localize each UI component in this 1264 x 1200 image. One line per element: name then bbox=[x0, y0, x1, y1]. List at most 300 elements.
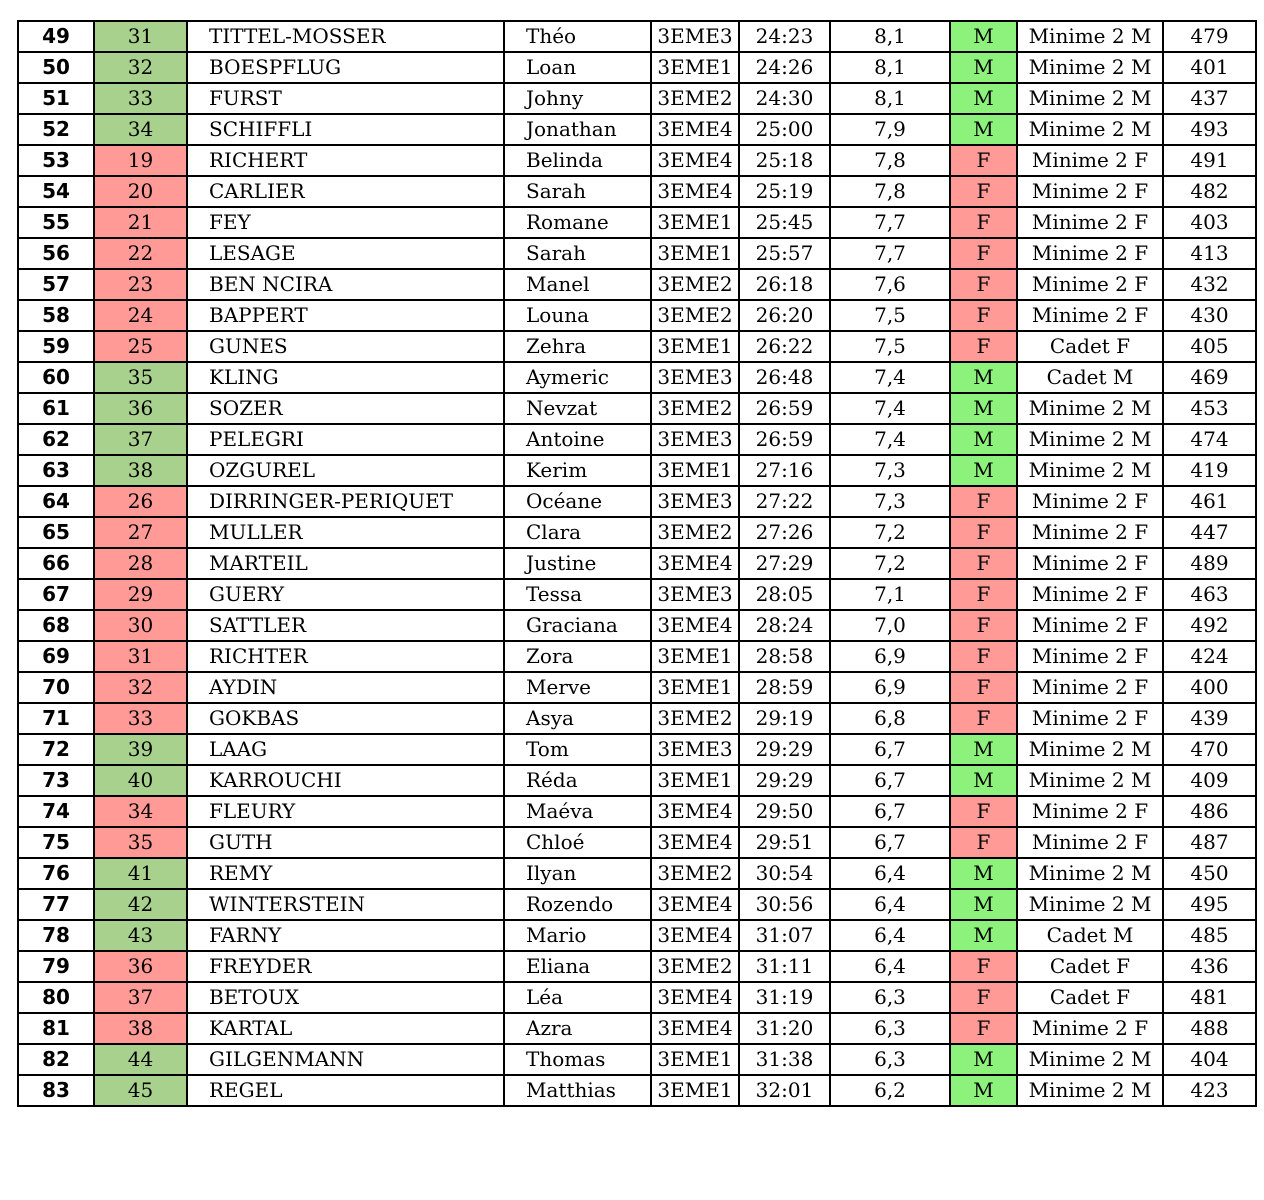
first-name-cell: Thomas bbox=[504, 1044, 651, 1075]
last-name-cell: OZGUREL bbox=[187, 455, 504, 486]
last-name-cell: FLEURY bbox=[187, 796, 504, 827]
speed-cell: 7,2 bbox=[830, 548, 950, 579]
time-cell: 24:26 bbox=[739, 52, 830, 83]
speed-cell: 7,0 bbox=[830, 610, 950, 641]
last-name-cell: DIRRINGER-PERIQUET bbox=[187, 486, 504, 517]
time-cell: 30:56 bbox=[739, 889, 830, 920]
table-row bbox=[18, 331, 1256, 362]
table-row bbox=[18, 21, 1256, 52]
class-cell: 3EME1 bbox=[651, 455, 739, 486]
sex-cell: F bbox=[950, 579, 1017, 610]
table-row bbox=[18, 579, 1256, 610]
bib-number-cell: 463 bbox=[1163, 579, 1256, 610]
sex-cell: M bbox=[950, 765, 1017, 796]
table-row bbox=[18, 1044, 1256, 1075]
overall-rank-cell: 74 bbox=[18, 796, 94, 827]
speed-cell: 7,1 bbox=[830, 579, 950, 610]
category-cell: Minime 2 M bbox=[1017, 393, 1163, 424]
gender-rank-cell: 23 bbox=[94, 269, 187, 300]
bib-number-cell: 491 bbox=[1163, 145, 1256, 176]
category-cell: Minime 2 F bbox=[1017, 176, 1163, 207]
table-row bbox=[18, 238, 1256, 269]
sex-cell: M bbox=[950, 1044, 1017, 1075]
sex-cell: F bbox=[950, 269, 1017, 300]
overall-rank-cell: 63 bbox=[18, 455, 94, 486]
speed-cell: 7,6 bbox=[830, 269, 950, 300]
bib-number-cell: 487 bbox=[1163, 827, 1256, 858]
bib-number-cell: 493 bbox=[1163, 114, 1256, 145]
class-cell: 3EME1 bbox=[651, 672, 739, 703]
first-name-cell: Manel bbox=[504, 269, 651, 300]
time-cell: 28:05 bbox=[739, 579, 830, 610]
overall-rank-cell: 59 bbox=[18, 331, 94, 362]
class-cell: 3EME1 bbox=[651, 331, 739, 362]
gender-rank-cell: 34 bbox=[94, 796, 187, 827]
category-cell: Cadet F bbox=[1017, 331, 1163, 362]
overall-rank-cell: 79 bbox=[18, 951, 94, 982]
bib-number-cell: 469 bbox=[1163, 362, 1256, 393]
time-cell: 31:19 bbox=[739, 982, 830, 1013]
gender-rank-cell: 20 bbox=[94, 176, 187, 207]
category-cell: Minime 2 F bbox=[1017, 703, 1163, 734]
first-name-cell: Mario bbox=[504, 920, 651, 951]
gender-rank-cell: 24 bbox=[94, 300, 187, 331]
bib-number-cell: 453 bbox=[1163, 393, 1256, 424]
sex-cell: M bbox=[950, 424, 1017, 455]
overall-rank-cell: 56 bbox=[18, 238, 94, 269]
class-cell: 3EME1 bbox=[651, 52, 739, 83]
speed-cell: 6,7 bbox=[830, 734, 950, 765]
time-cell: 29:19 bbox=[739, 703, 830, 734]
category-cell: Minime 2 F bbox=[1017, 486, 1163, 517]
table-row bbox=[18, 548, 1256, 579]
sex-cell: F bbox=[950, 207, 1017, 238]
speed-cell: 7,8 bbox=[830, 176, 950, 207]
category-cell: Cadet F bbox=[1017, 982, 1163, 1013]
table-row bbox=[18, 1013, 1256, 1044]
first-name-cell: Tom bbox=[504, 734, 651, 765]
class-cell: 3EME4 bbox=[651, 176, 739, 207]
sex-cell: M bbox=[950, 889, 1017, 920]
speed-cell: 7,4 bbox=[830, 362, 950, 393]
last-name-cell: MULLER bbox=[187, 517, 504, 548]
bib-number-cell: 492 bbox=[1163, 610, 1256, 641]
sex-cell: M bbox=[950, 734, 1017, 765]
gender-rank-cell: 39 bbox=[94, 734, 187, 765]
bib-number-cell: 413 bbox=[1163, 238, 1256, 269]
gender-rank-cell: 38 bbox=[94, 455, 187, 486]
category-cell: Minime 2 M bbox=[1017, 424, 1163, 455]
overall-rank-cell: 62 bbox=[18, 424, 94, 455]
speed-cell: 6,4 bbox=[830, 858, 950, 889]
gender-rank-cell: 45 bbox=[94, 1075, 187, 1106]
overall-rank-cell: 54 bbox=[18, 176, 94, 207]
class-cell: 3EME2 bbox=[651, 703, 739, 734]
overall-rank-cell: 53 bbox=[18, 145, 94, 176]
time-cell: 29:50 bbox=[739, 796, 830, 827]
last-name-cell: TITTEL-MOSSER bbox=[187, 21, 504, 52]
sex-cell: F bbox=[950, 145, 1017, 176]
gender-rank-cell: 36 bbox=[94, 393, 187, 424]
last-name-cell: WINTERSTEIN bbox=[187, 889, 504, 920]
category-cell: Minime 2 F bbox=[1017, 517, 1163, 548]
last-name-cell: GOKBAS bbox=[187, 703, 504, 734]
speed-cell: 7,4 bbox=[830, 393, 950, 424]
sex-cell: M bbox=[950, 393, 1017, 424]
first-name-cell: Chloé bbox=[504, 827, 651, 858]
time-cell: 31:11 bbox=[739, 951, 830, 982]
bib-number-cell: 447 bbox=[1163, 517, 1256, 548]
table-row bbox=[18, 393, 1256, 424]
sex-cell: M bbox=[950, 455, 1017, 486]
speed-cell: 7,8 bbox=[830, 145, 950, 176]
first-name-cell: Aymeric bbox=[504, 362, 651, 393]
gender-rank-cell: 35 bbox=[94, 362, 187, 393]
table-row bbox=[18, 52, 1256, 83]
speed-cell: 7,5 bbox=[830, 331, 950, 362]
bib-number-cell: 485 bbox=[1163, 920, 1256, 951]
speed-cell: 7,7 bbox=[830, 207, 950, 238]
last-name-cell: FREYDER bbox=[187, 951, 504, 982]
results-table-body bbox=[18, 21, 1256, 1106]
time-cell: 26:20 bbox=[739, 300, 830, 331]
gender-rank-cell: 42 bbox=[94, 889, 187, 920]
last-name-cell: GUERY bbox=[187, 579, 504, 610]
sex-cell: F bbox=[950, 951, 1017, 982]
class-cell: 3EME4 bbox=[651, 920, 739, 951]
last-name-cell: BEN NCIRA bbox=[187, 269, 504, 300]
bib-number-cell: 489 bbox=[1163, 548, 1256, 579]
sex-cell: M bbox=[950, 920, 1017, 951]
table-row bbox=[18, 145, 1256, 176]
class-cell: 3EME3 bbox=[651, 486, 739, 517]
last-name-cell: KARROUCHI bbox=[187, 765, 504, 796]
first-name-cell: Zehra bbox=[504, 331, 651, 362]
time-cell: 29:29 bbox=[739, 734, 830, 765]
speed-cell: 7,2 bbox=[830, 517, 950, 548]
time-cell: 26:48 bbox=[739, 362, 830, 393]
time-cell: 24:23 bbox=[739, 21, 830, 52]
bib-number-cell: 430 bbox=[1163, 300, 1256, 331]
overall-rank-cell: 83 bbox=[18, 1075, 94, 1106]
speed-cell: 7,9 bbox=[830, 114, 950, 145]
time-cell: 26:18 bbox=[739, 269, 830, 300]
table-row bbox=[18, 486, 1256, 517]
bib-number-cell: 424 bbox=[1163, 641, 1256, 672]
table-row bbox=[18, 362, 1256, 393]
first-name-cell: Loan bbox=[504, 52, 651, 83]
time-cell: 30:54 bbox=[739, 858, 830, 889]
time-cell: 26:59 bbox=[739, 424, 830, 455]
last-name-cell: MARTEIL bbox=[187, 548, 504, 579]
overall-rank-cell: 65 bbox=[18, 517, 94, 548]
gender-rank-cell: 41 bbox=[94, 858, 187, 889]
class-cell: 3EME4 bbox=[651, 114, 739, 145]
bib-number-cell: 432 bbox=[1163, 269, 1256, 300]
last-name-cell: REMY bbox=[187, 858, 504, 889]
class-cell: 3EME1 bbox=[651, 207, 739, 238]
gender-rank-cell: 34 bbox=[94, 114, 187, 145]
bib-number-cell: 474 bbox=[1163, 424, 1256, 455]
gender-rank-cell: 26 bbox=[94, 486, 187, 517]
table-row bbox=[18, 765, 1256, 796]
bib-number-cell: 482 bbox=[1163, 176, 1256, 207]
table-row bbox=[18, 827, 1256, 858]
sex-cell: F bbox=[950, 796, 1017, 827]
class-cell: 3EME1 bbox=[651, 238, 739, 269]
gender-rank-cell: 31 bbox=[94, 21, 187, 52]
table-row bbox=[18, 83, 1256, 114]
overall-rank-cell: 75 bbox=[18, 827, 94, 858]
class-cell: 3EME1 bbox=[651, 641, 739, 672]
class-cell: 3EME2 bbox=[651, 269, 739, 300]
bib-number-cell: 405 bbox=[1163, 331, 1256, 362]
time-cell: 25:45 bbox=[739, 207, 830, 238]
category-cell: Minime 2 M bbox=[1017, 21, 1163, 52]
last-name-cell: AYDIN bbox=[187, 672, 504, 703]
results-table bbox=[17, 20, 1257, 1107]
category-cell: Minime 2 M bbox=[1017, 1044, 1163, 1075]
category-cell: Minime 2 F bbox=[1017, 641, 1163, 672]
overall-rank-cell: 76 bbox=[18, 858, 94, 889]
time-cell: 26:59 bbox=[739, 393, 830, 424]
table-row bbox=[18, 114, 1256, 145]
bib-number-cell: 423 bbox=[1163, 1075, 1256, 1106]
class-cell: 3EME2 bbox=[651, 517, 739, 548]
gender-rank-cell: 35 bbox=[94, 827, 187, 858]
first-name-cell: Romane bbox=[504, 207, 651, 238]
bib-number-cell: 403 bbox=[1163, 207, 1256, 238]
category-cell: Minime 2 M bbox=[1017, 858, 1163, 889]
first-name-cell: Jonathan bbox=[504, 114, 651, 145]
time-cell: 25:00 bbox=[739, 114, 830, 145]
first-name-cell: Maéva bbox=[504, 796, 651, 827]
sex-cell: F bbox=[950, 982, 1017, 1013]
speed-cell: 8,1 bbox=[830, 52, 950, 83]
bib-number-cell: 401 bbox=[1163, 52, 1256, 83]
gender-rank-cell: 29 bbox=[94, 579, 187, 610]
time-cell: 32:01 bbox=[739, 1075, 830, 1106]
speed-cell: 6,9 bbox=[830, 672, 950, 703]
class-cell: 3EME1 bbox=[651, 1075, 739, 1106]
time-cell: 31:38 bbox=[739, 1044, 830, 1075]
first-name-cell: Eliana bbox=[504, 951, 651, 982]
class-cell: 3EME2 bbox=[651, 393, 739, 424]
table-row bbox=[18, 269, 1256, 300]
first-name-cell: Asya bbox=[504, 703, 651, 734]
sex-cell: F bbox=[950, 1013, 1017, 1044]
first-name-cell: Louna bbox=[504, 300, 651, 331]
speed-cell: 6,3 bbox=[830, 982, 950, 1013]
overall-rank-cell: 68 bbox=[18, 610, 94, 641]
last-name-cell: PELEGRI bbox=[187, 424, 504, 455]
bib-number-cell: 439 bbox=[1163, 703, 1256, 734]
time-cell: 25:18 bbox=[739, 145, 830, 176]
sex-cell: F bbox=[950, 300, 1017, 331]
overall-rank-cell: 80 bbox=[18, 982, 94, 1013]
category-cell: Minime 2 F bbox=[1017, 300, 1163, 331]
gender-rank-cell: 30 bbox=[94, 610, 187, 641]
table-row bbox=[18, 300, 1256, 331]
first-name-cell: Kerim bbox=[504, 455, 651, 486]
class-cell: 3EME3 bbox=[651, 362, 739, 393]
time-cell: 28:24 bbox=[739, 610, 830, 641]
sex-cell: F bbox=[950, 238, 1017, 269]
table-row bbox=[18, 424, 1256, 455]
bib-number-cell: 409 bbox=[1163, 765, 1256, 796]
last-name-cell: FARNY bbox=[187, 920, 504, 951]
gender-rank-cell: 37 bbox=[94, 424, 187, 455]
bib-number-cell: 495 bbox=[1163, 889, 1256, 920]
first-name-cell: Clara bbox=[504, 517, 651, 548]
overall-rank-cell: 64 bbox=[18, 486, 94, 517]
last-name-cell: GUNES bbox=[187, 331, 504, 362]
table-row bbox=[18, 734, 1256, 765]
speed-cell: 6,7 bbox=[830, 827, 950, 858]
first-name-cell: Merve bbox=[504, 672, 651, 703]
time-cell: 25:19 bbox=[739, 176, 830, 207]
sex-cell: F bbox=[950, 176, 1017, 207]
sex-cell: F bbox=[950, 331, 1017, 362]
overall-rank-cell: 73 bbox=[18, 765, 94, 796]
gender-rank-cell: 32 bbox=[94, 52, 187, 83]
time-cell: 31:20 bbox=[739, 1013, 830, 1044]
overall-rank-cell: 57 bbox=[18, 269, 94, 300]
bib-number-cell: 437 bbox=[1163, 83, 1256, 114]
sex-cell: M bbox=[950, 83, 1017, 114]
overall-rank-cell: 81 bbox=[18, 1013, 94, 1044]
last-name-cell: GUTH bbox=[187, 827, 504, 858]
first-name-cell: Tessa bbox=[504, 579, 651, 610]
category-cell: Minime 2 M bbox=[1017, 83, 1163, 114]
first-name-cell: Théo bbox=[504, 21, 651, 52]
first-name-cell: Ilyan bbox=[504, 858, 651, 889]
table-row bbox=[18, 455, 1256, 486]
category-cell: Cadet M bbox=[1017, 920, 1163, 951]
speed-cell: 6,4 bbox=[830, 951, 950, 982]
sex-cell: M bbox=[950, 362, 1017, 393]
speed-cell: 6,4 bbox=[830, 889, 950, 920]
sex-cell: F bbox=[950, 517, 1017, 548]
table-row bbox=[18, 517, 1256, 548]
table-row bbox=[18, 1075, 1256, 1106]
category-cell: Minime 2 F bbox=[1017, 1013, 1163, 1044]
overall-rank-cell: 55 bbox=[18, 207, 94, 238]
category-cell: Minime 2 F bbox=[1017, 579, 1163, 610]
gender-rank-cell: 27 bbox=[94, 517, 187, 548]
sex-cell: F bbox=[950, 548, 1017, 579]
gender-rank-cell: 32 bbox=[94, 672, 187, 703]
overall-rank-cell: 72 bbox=[18, 734, 94, 765]
overall-rank-cell: 50 bbox=[18, 52, 94, 83]
speed-cell: 6,4 bbox=[830, 920, 950, 951]
sex-cell: M bbox=[950, 52, 1017, 83]
first-name-cell: Zora bbox=[504, 641, 651, 672]
class-cell: 3EME4 bbox=[651, 982, 739, 1013]
time-cell: 29:51 bbox=[739, 827, 830, 858]
gender-rank-cell: 33 bbox=[94, 83, 187, 114]
class-cell: 3EME1 bbox=[651, 765, 739, 796]
bib-number-cell: 436 bbox=[1163, 951, 1256, 982]
overall-rank-cell: 71 bbox=[18, 703, 94, 734]
bib-number-cell: 481 bbox=[1163, 982, 1256, 1013]
class-cell: 3EME2 bbox=[651, 858, 739, 889]
sex-cell: M bbox=[950, 114, 1017, 145]
last-name-cell: CARLIER bbox=[187, 176, 504, 207]
bib-number-cell: 450 bbox=[1163, 858, 1256, 889]
table-row bbox=[18, 889, 1256, 920]
class-cell: 3EME4 bbox=[651, 1013, 739, 1044]
class-cell: 3EME3 bbox=[651, 424, 739, 455]
last-name-cell: SCHIFFLI bbox=[187, 114, 504, 145]
overall-rank-cell: 78 bbox=[18, 920, 94, 951]
sex-cell: F bbox=[950, 610, 1017, 641]
bib-number-cell: 488 bbox=[1163, 1013, 1256, 1044]
speed-cell: 8,1 bbox=[830, 21, 950, 52]
bib-number-cell: 486 bbox=[1163, 796, 1256, 827]
class-cell: 3EME3 bbox=[651, 734, 739, 765]
gender-rank-cell: 33 bbox=[94, 703, 187, 734]
table-row bbox=[18, 982, 1256, 1013]
overall-rank-cell: 77 bbox=[18, 889, 94, 920]
category-cell: Minime 2 F bbox=[1017, 238, 1163, 269]
category-cell: Minime 2 F bbox=[1017, 827, 1163, 858]
first-name-cell: Azra bbox=[504, 1013, 651, 1044]
category-cell: Minime 2 F bbox=[1017, 548, 1163, 579]
results-sheet bbox=[17, 20, 1257, 1107]
time-cell: 24:30 bbox=[739, 83, 830, 114]
first-name-cell: Belinda bbox=[504, 145, 651, 176]
time-cell: 27:22 bbox=[739, 486, 830, 517]
overall-rank-cell: 60 bbox=[18, 362, 94, 393]
category-cell: Minime 2 F bbox=[1017, 207, 1163, 238]
time-cell: 29:29 bbox=[739, 765, 830, 796]
time-cell: 28:58 bbox=[739, 641, 830, 672]
table-row bbox=[18, 176, 1256, 207]
last-name-cell: SOZER bbox=[187, 393, 504, 424]
last-name-cell: BAPPERT bbox=[187, 300, 504, 331]
time-cell: 27:16 bbox=[739, 455, 830, 486]
category-cell: Minime 2 M bbox=[1017, 455, 1163, 486]
category-cell: Minime 2 F bbox=[1017, 610, 1163, 641]
sex-cell: F bbox=[950, 672, 1017, 703]
first-name-cell: Rozendo bbox=[504, 889, 651, 920]
last-name-cell: RICHTER bbox=[187, 641, 504, 672]
gender-rank-cell: 37 bbox=[94, 982, 187, 1013]
first-name-cell: Nevzat bbox=[504, 393, 651, 424]
class-cell: 3EME4 bbox=[651, 889, 739, 920]
speed-cell: 6,9 bbox=[830, 641, 950, 672]
speed-cell: 8,1 bbox=[830, 83, 950, 114]
bib-number-cell: 470 bbox=[1163, 734, 1256, 765]
bib-number-cell: 400 bbox=[1163, 672, 1256, 703]
bib-number-cell: 404 bbox=[1163, 1044, 1256, 1075]
first-name-cell: Sarah bbox=[504, 176, 651, 207]
table-row bbox=[18, 703, 1256, 734]
table-row bbox=[18, 858, 1256, 889]
table-row bbox=[18, 641, 1256, 672]
overall-rank-cell: 61 bbox=[18, 393, 94, 424]
last-name-cell: LAAG bbox=[187, 734, 504, 765]
sex-cell: F bbox=[950, 703, 1017, 734]
sex-cell: M bbox=[950, 858, 1017, 889]
gender-rank-cell: 38 bbox=[94, 1013, 187, 1044]
speed-cell: 6,8 bbox=[830, 703, 950, 734]
last-name-cell: GILGENMANN bbox=[187, 1044, 504, 1075]
sex-cell: F bbox=[950, 641, 1017, 672]
class-cell: 3EME2 bbox=[651, 951, 739, 982]
gender-rank-cell: 25 bbox=[94, 331, 187, 362]
